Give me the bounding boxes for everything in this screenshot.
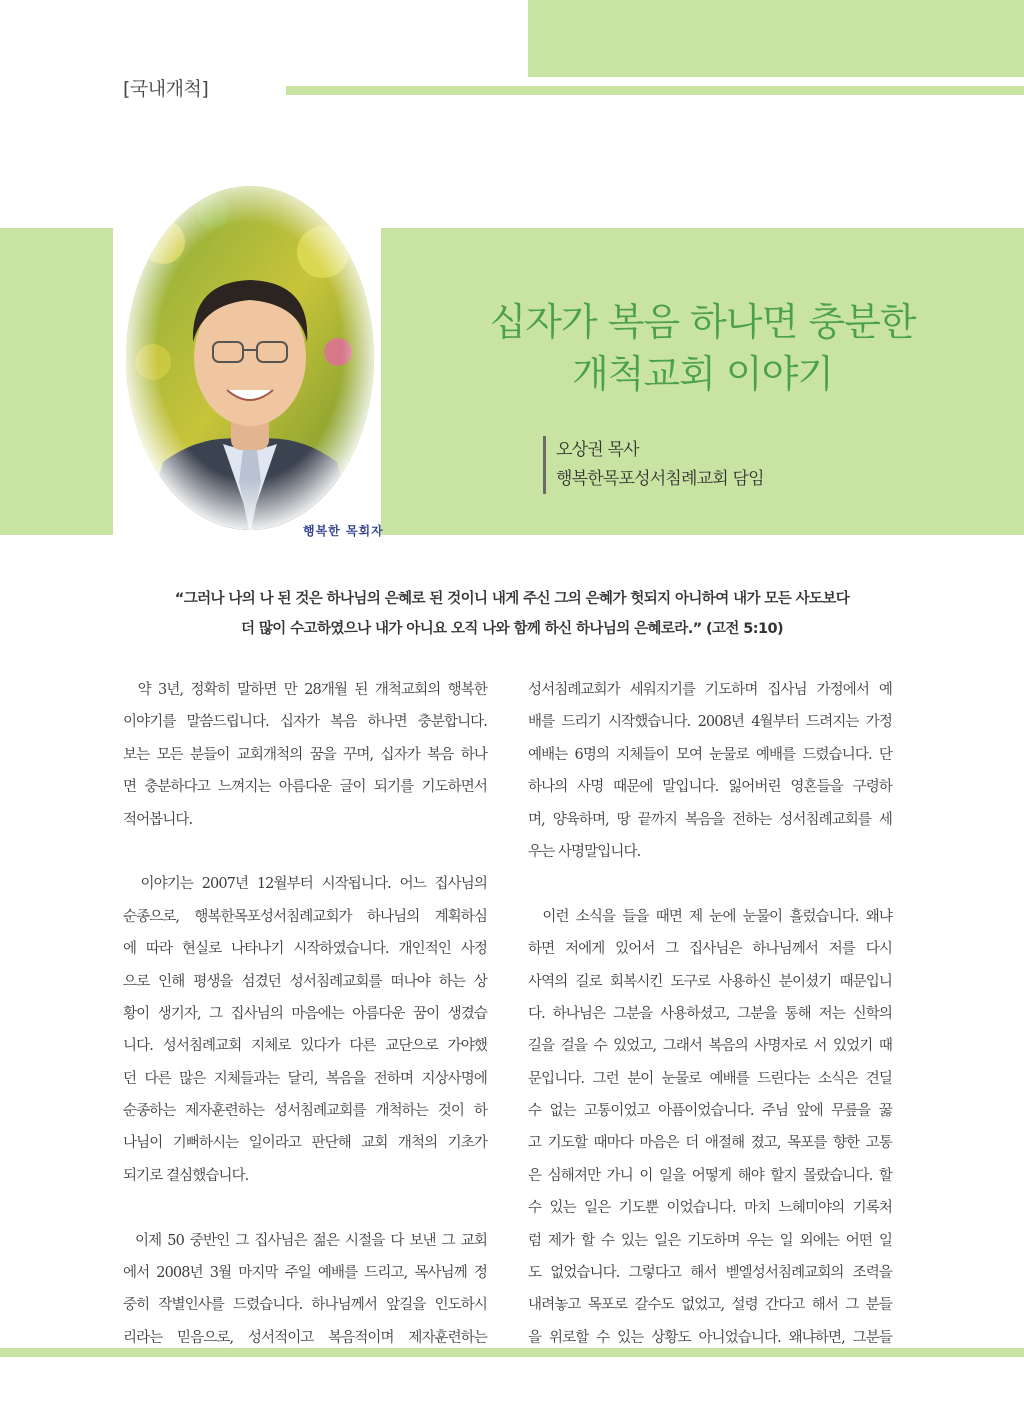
body-text-line: 을 위로할 수 있는 상황도 아니었습니다. 왜냐하면, 그분들	[528, 1329, 892, 1346]
paragraph-gap	[123, 836, 487, 868]
body-text-line: 황이 생기자, 그 집사님의 마음에는 아름다운 꿈이 생겼습	[123, 1005, 487, 1022]
body-text-line: 길을 걸을 수 있었고, 그래서 복음의 사명자로 서 있었기 때	[528, 1038, 892, 1055]
body-text-line: 예배는 6명의 지체들이 모여 눈물로 예배를 드렸습니다. 단	[528, 746, 892, 763]
body-text-line: 럼 제가 할 수 있는 일은 기도하며 우는 일 외에는 어떤 일	[528, 1232, 892, 1249]
author-byline	[543, 436, 764, 494]
scripture-line-2: 더 많이 수고하였으나 내가 아니요 오직 나와 함께 하신 하나님의 은혜로라.” (고전 5:10)	[241, 621, 783, 637]
article-title	[381, 296, 1024, 400]
scripture-quote	[110, 584, 914, 644]
title-line-1: 십자가 복음 하나면 충분한	[489, 300, 916, 344]
body-text-line: 하면 저에게 있어서 그 집사님은 하나님께서 저를 다시	[528, 941, 892, 958]
body-text-line: 우는 사명말입니다.	[528, 843, 641, 860]
footer-rule	[0, 1348, 1024, 1357]
body-text-line: 에서 2008년 3월 마지막 주일 예배를 드리고, 목사님께 정	[123, 1265, 487, 1282]
body-text-line: 약 3년, 정확히 말하면 만 28개월 된 개척교회의 행복한	[123, 682, 487, 698]
body-text-line: 이런 소식을 들을 때면 제 눈에 눈물이 흘렀습니다. 왜냐	[528, 908, 892, 925]
body-text-line: 성서침례교회가 세워지기를 기도하며 집사님 가정에서 예	[528, 682, 892, 698]
paragraph-gap	[528, 868, 892, 900]
hero-band-left	[0, 228, 113, 535]
author-name: 오상권 목사	[556, 440, 639, 460]
body-text-line: 수 없는 고통이었고 아픔이었습니다. 주님 앞에 무릎을 꿇	[528, 1103, 892, 1120]
body-text-line: 이야기를 말씀드립니다. 십자가 복음 하나면 충분합니다.	[123, 714, 487, 731]
body-text-line: 이야기는 2007년 12월부터 시작됩니다. 어느 집사님의	[123, 876, 487, 893]
body-text-line: 사역의 길로 회복시킨 도구로 사용하신 분이셨기 때문입니	[528, 973, 892, 990]
body-text-line: 순종하는 제자훈련하는 성서침례교회를 개척하는 것이 하	[123, 1103, 487, 1120]
body-text-line: 은 심해져만 가니 이 일을 어떻게 해야 할지 몰랐습니다. 할	[528, 1167, 892, 1184]
body-text-line: 니다. 성서침례교회 지체로 있다가 다른 교단으로 가야했	[123, 1038, 487, 1055]
body-text-line: 내려놓고 목포로 갈수도 없었고, 설령 간다고 해서 그 분들	[528, 1297, 892, 1314]
body-column-left	[123, 674, 487, 1354]
body-text-line: 고 기도할 때마다 마음은 더 애절해 졌고, 목포를 향한 고통	[528, 1135, 892, 1152]
header-rule	[286, 86, 1024, 95]
body-text-line: 되기로 결심했습니다.	[123, 1167, 249, 1184]
body-text-line: 다. 하나님은 그분을 사용하셨고, 그분을 통해 저는 신학의	[528, 1005, 892, 1022]
section-label: [국내개척]	[123, 78, 209, 100]
body-text-line: 나님이 기뻐하시는 일이라고 판단해 교회 개척의 기초가	[123, 1135, 487, 1152]
body-text-line: 보는 모든 분들이 교회개척의 꿈을 꾸며, 십자가 복음 하나	[123, 746, 487, 763]
body-text-line: 배를 드리기 시작했습니다. 2008년 4월부터 드려지는 가정	[528, 714, 892, 731]
author-photo	[123, 182, 377, 534]
scripture-line-1: “그러나 나의 나 된 것은 하나님의 은혜로 된 것이니 내게 주신 그의 은혜가 헛되지 아니하여 내가 모든 사도보다	[174, 591, 850, 607]
body-text-line: 중히 작별인사를 드렸습니다. 하나님께서 앞길을 인도하시	[123, 1297, 487, 1314]
author-affiliation: 행복한목포성서침례교회 담임	[556, 469, 764, 489]
body-text-line: 순종으로, 행복한목포성서침례교회가 하나님의 계획하심	[123, 908, 487, 925]
body-text-line: 던 다른 많은 지체들과는 달리, 복음을 전하며 지상사명에	[123, 1070, 487, 1087]
body-text-line: 하나의 사명 때문에 말입니다. 잃어버린 영혼들을 구령하	[528, 779, 892, 796]
body-text-line: 문입니다. 그런 분이 눈물로 예배를 드린다는 소식은 견딜	[528, 1070, 892, 1087]
body-text-line: 도 없었습니다. 그렇다고 해서 벧엘성서침례교회의 조력을	[528, 1265, 892, 1282]
body-text-line: 면 충분하다고 느껴지는 아름다운 글이 되기를 기도하면서	[123, 779, 487, 796]
body-text-line: 적어봅니다.	[123, 811, 193, 828]
body-text-line: 수 있는 일은 기도뿐 이었습니다. 마치 느헤미야의 기록처	[528, 1200, 892, 1217]
title-line-2: 개척교회 이야기	[571, 352, 834, 396]
header-color-block	[528, 0, 1024, 77]
body-text-line: 이제 50 중반인 그 집사님은 젊은 시절을 다 보낸 그 교회	[123, 1232, 487, 1249]
body-text-line: 에 따라 현실로 나타나기 시작하였습니다. 개인적인 사정	[123, 941, 487, 958]
body-text-line: 으로 인해 평생을 섬겼던 성서침례교회를 떠나야 하는 상	[123, 973, 487, 990]
paragraph-gap	[123, 1192, 487, 1224]
photo-caption: 행복한 목회자	[303, 524, 384, 538]
body-text-line: 며, 양육하며, 땅 끝까지 복음을 전하는 성서침례교회를 세	[528, 811, 892, 828]
body-text-line: 리라는 믿음으로, 성서적이고 복음적이며 제자훈련하는	[123, 1329, 487, 1346]
body-column-right	[528, 674, 892, 1354]
